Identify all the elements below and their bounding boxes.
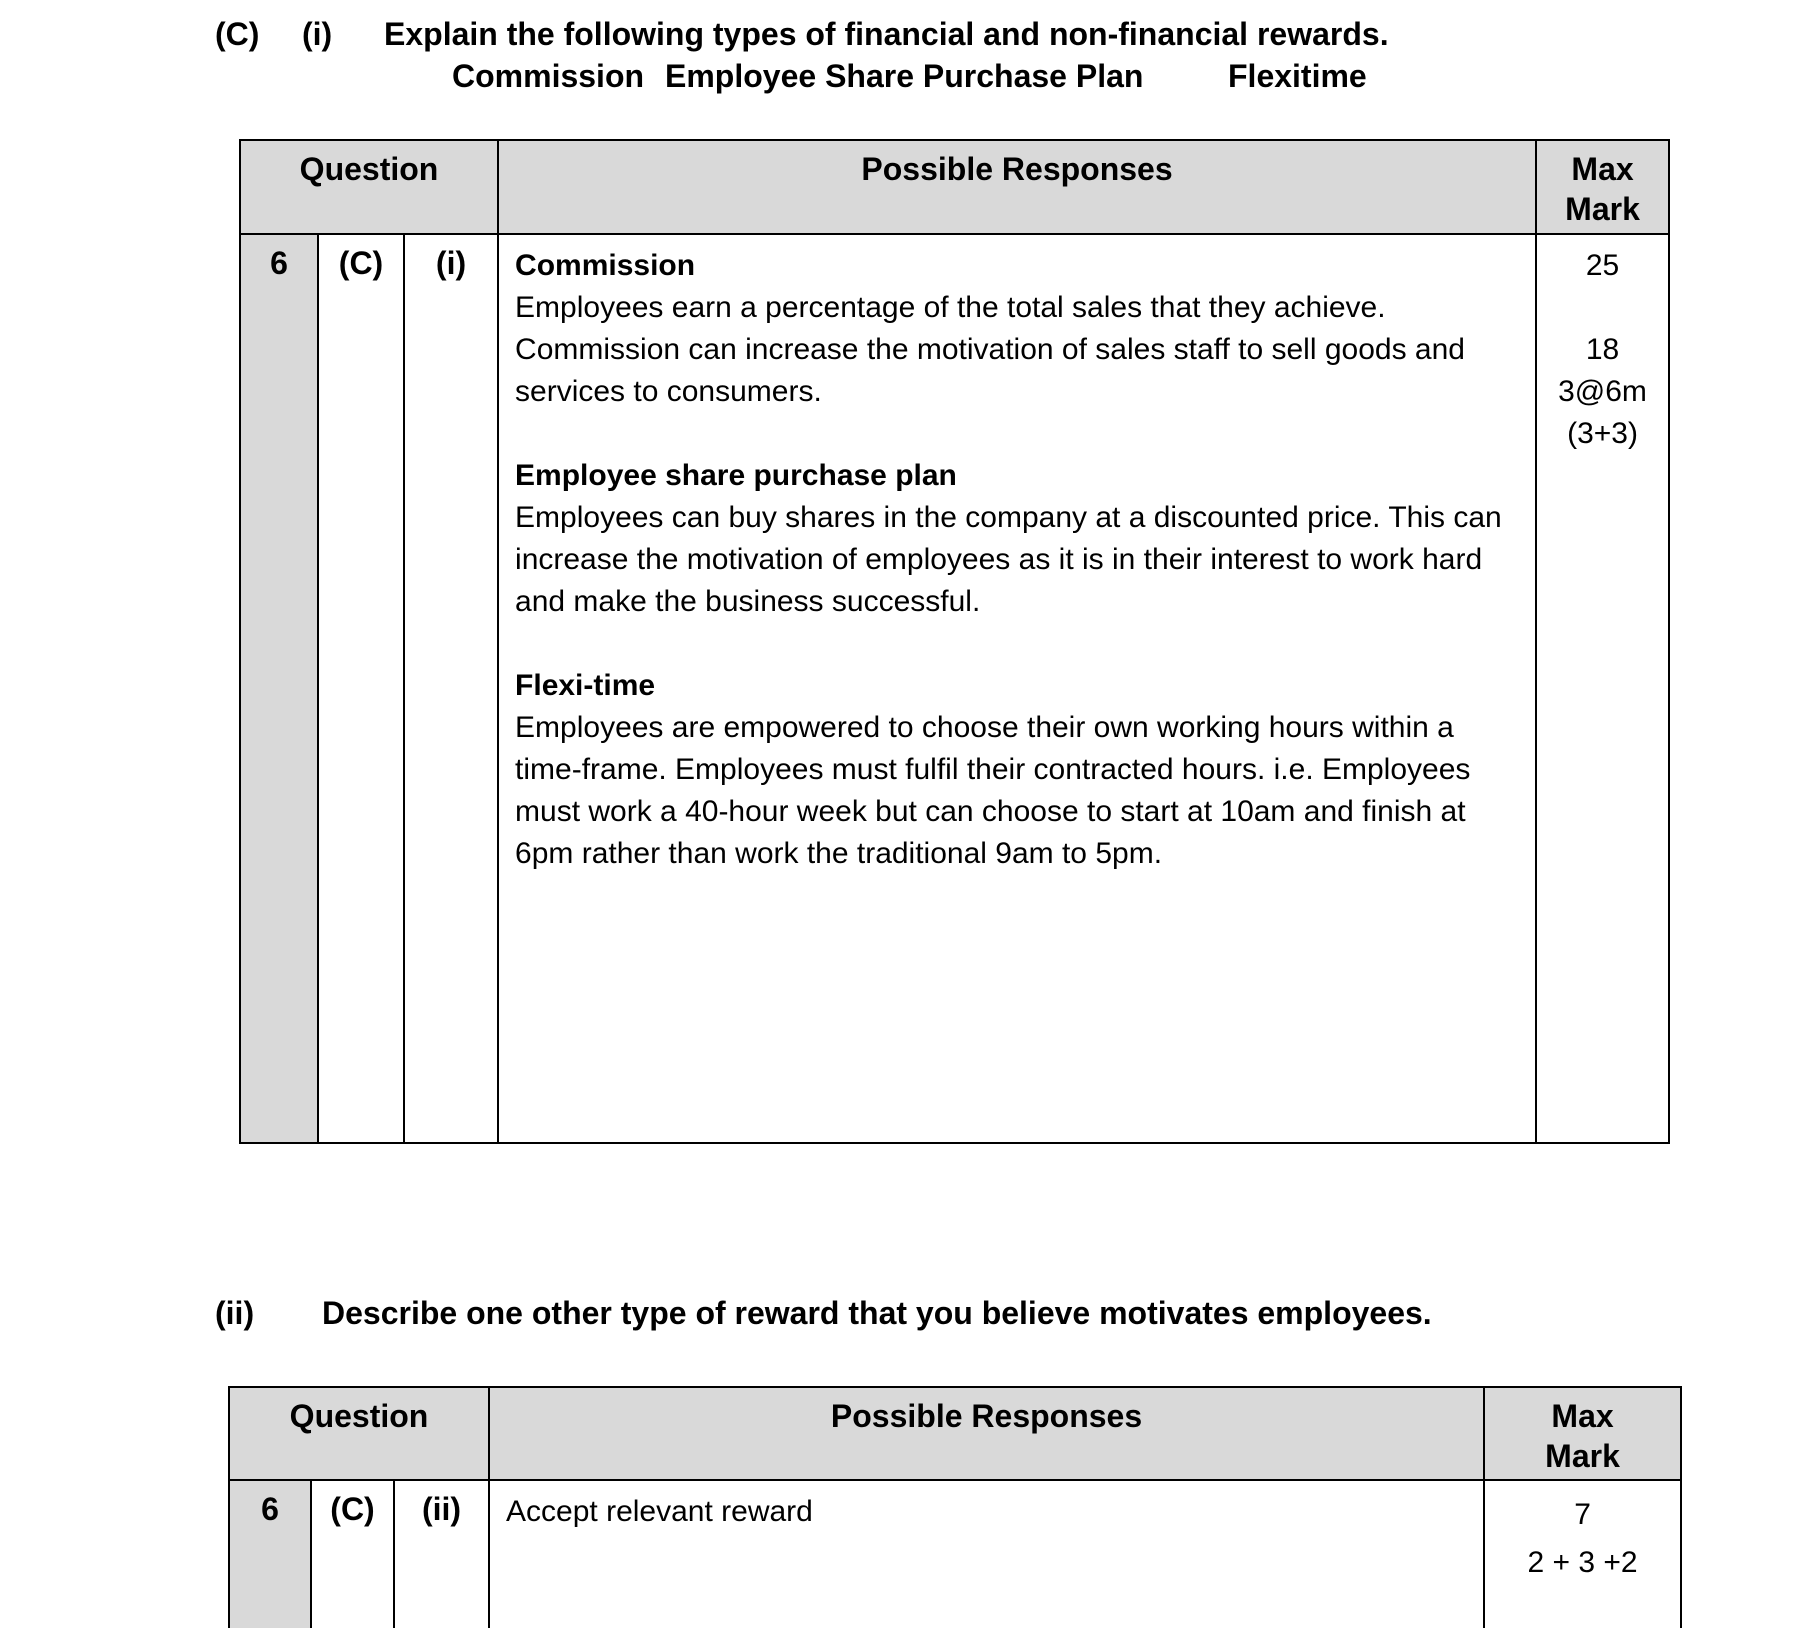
section-heading-commission: Commission	[515, 249, 696, 282]
header-max-mark	[1536, 140, 1669, 234]
mark-value: 2 + 3 +2	[1527, 1546, 1638, 1579]
subpart-ii-prompt: Describe one other type of reward that you believe motivates employees.	[322, 1295, 1432, 1331]
max-mark-cell	[1484, 1480, 1681, 1628]
table-row	[240, 234, 1669, 1143]
mark-value: 25	[1585, 249, 1620, 282]
marking-scheme-table-part-ii	[228, 1386, 1682, 1628]
subpart-label: (i)	[302, 16, 333, 52]
header-possible-responses: Possible Responses	[498, 140, 1536, 234]
term-commission: Commission	[452, 58, 645, 94]
mark-value: (3+3)	[1567, 417, 1638, 450]
header-max-mark	[1484, 1387, 1681, 1480]
question-number-cell: 6	[229, 1480, 311, 1628]
mark-value: 7	[1574, 1498, 1591, 1531]
table-header-row	[240, 140, 1669, 234]
header-possible-responses: Possible Responses	[489, 1387, 1484, 1480]
part-label: (C)	[215, 16, 260, 52]
header-max-line: Max	[1551, 1398, 1614, 1434]
question-number-cell: 6	[240, 234, 318, 1143]
marking-scheme-table-part-i	[239, 139, 1670, 1144]
section-text-share-plan: Employees can buy shares in the company at a discounted price. This can increase the motivation of employees as it is in their interest to work hard and make the business successful.	[515, 501, 1502, 618]
section-heading-flexitime: Flexi-time	[515, 669, 656, 702]
question-subpart-cell: (ii)	[394, 1480, 489, 1628]
question-part-cell: (C)	[311, 1480, 394, 1628]
subpart-ii-label: (ii)	[215, 1295, 255, 1331]
max-mark-cell	[1536, 234, 1669, 1143]
response-text: Accept relevant reward	[506, 1495, 813, 1528]
section-text-flexitime: Employees are empowered to choose their own working hours within a time-frame. Employees must fulfil their contracted hours. i.e. Employees must work a 40-hour week but can choose to start at 10am and finish at 6pm rather than work the traditional 9am to 5pm.	[515, 711, 1471, 870]
mark-value: 3@6m	[1558, 375, 1647, 408]
term-flexitime: Flexitime	[1228, 58, 1367, 94]
question-part-cell: (C)	[318, 234, 404, 1143]
header-mark-line: Mark	[1545, 1438, 1620, 1474]
table-row	[229, 1480, 1681, 1628]
intro-prompt: Explain the following types of financial and non-financial rewards.	[384, 16, 1389, 52]
possible-responses-cell	[498, 234, 1536, 1143]
section-spacer	[515, 623, 1513, 665]
possible-responses-cell	[489, 1480, 1484, 1628]
mark-value: 18	[1585, 333, 1620, 366]
header-max-line: Max	[1571, 151, 1634, 187]
section-heading-share-plan: Employee share purchase plan	[515, 459, 957, 492]
header-question: Question	[240, 140, 498, 234]
header-mark-line: Mark	[1565, 191, 1640, 227]
term-employee-share-purchase-plan: Employee Share Purchase Plan	[665, 58, 1144, 94]
table-header-row	[229, 1387, 1681, 1480]
question-subpart-cell: (i)	[404, 234, 498, 1143]
section-text-commission: Employees earn a percentage of the total sales that they achieve. Commission can increase the motivation of sales staff to sell goods and services to consumers.	[515, 291, 1465, 408]
section-spacer	[515, 413, 1513, 455]
mark-value	[1538, 287, 1667, 329]
header-question: Question	[229, 1387, 489, 1480]
